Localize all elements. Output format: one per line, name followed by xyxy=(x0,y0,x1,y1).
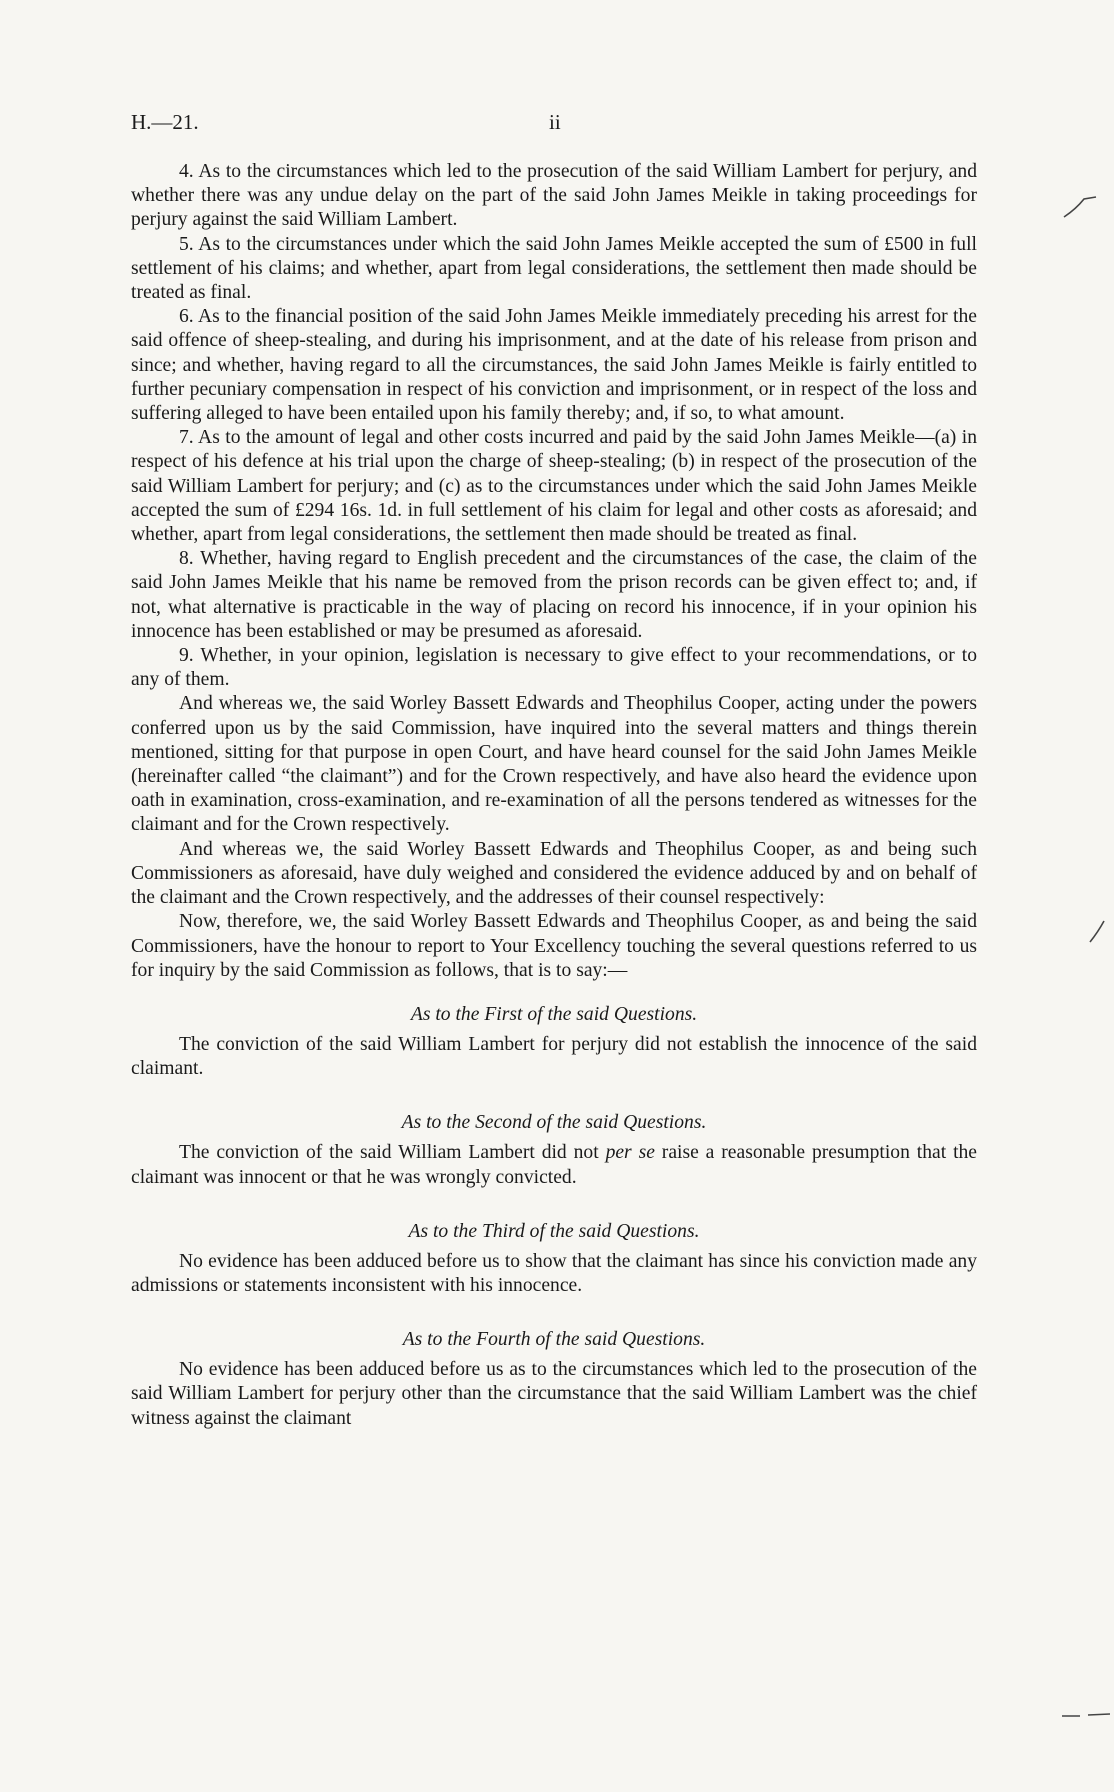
section-text-first: The conviction of the said William Lambert for perjury did not establish the innocence of the said claimant. xyxy=(131,1033,977,1080)
page-header xyxy=(131,110,981,140)
section-heading-third: As to the Third of the said Questions. xyxy=(408,1220,700,1242)
document-body xyxy=(131,160,977,1431)
page-number: ii xyxy=(549,110,561,134)
paragraph-now-therefore: Now, therefore, we, the said Worley Bassett Edwards and Theophilus Cooper, as and being the said Commissioners, have the honour to report to Your Excellency touching the several questions referred to us for inquiry by the said Commission as follows, that is to say:— xyxy=(131,911,977,981)
paragraph-question-6: 6. As to the financial position of the said John James Meikle immediately preceding his arrest for the said offence of sheep-stealing, and during his imprisonment, and at the date of his release from prison and since; and whether, having regard to all the circumstances, the said John James Meikle is fairly entitled to further pecuniary compensation in respect of his conviction and imprisonment, or in respect of the loss and suffering alleged to have been entailed upon his family thereby; and, if so, to what amount. xyxy=(131,306,977,425)
section-heading-second: As to the Second of the said Questions. xyxy=(401,1112,707,1134)
section-text-second-part-2: raise a reasonable presumption that the claimant was innocent or that he was wrongly convicted. xyxy=(131,1142,978,1188)
paragraph-question-5: 5. As to the circumstances under which the said John James Meikle accepted the sum of £500 in full settlement of his claims; and whether, apart from legal considerations, the settlement then made should be treated as final. xyxy=(131,233,977,304)
document-reference: H.—21. xyxy=(131,110,199,134)
margin-mark-middle-icon xyxy=(1088,918,1108,946)
section-text-fourth: No evidence has been adduced before us as to the circumstances which led to the prosecution of the said William Lambert for perjury other than the circumstance that the said William Lambert was the chief witness against the claimant xyxy=(131,1359,977,1429)
margin-mark-top-icon xyxy=(1058,193,1098,223)
section-text-third: No evidence has been adduced before us to show that the claimant has since his conviction made any admissions or statements inconsistent with his innocence. xyxy=(131,1250,977,1296)
margin-mark-bottom-icon xyxy=(1060,1710,1112,1722)
section-heading-fourth: As to the Fourth of the said Questions. xyxy=(402,1329,706,1351)
section-text-second-latin: per se xyxy=(605,1142,655,1164)
paragraph-question-4: 4. As to the circumstances which led to the prosecution of the said William Lambert for perjury, and whether there was any undue delay on the part of the said John James Meikle in taking proceedings for perjury against the said William Lambert. xyxy=(131,161,977,231)
paragraph-whereas-inquiry: And whereas we, the said Worley Bassett Edwards and Theophilus Cooper, acting under the powers conferred upon us by the said Commission, have inquired into the several matters and things therein mentioned, sitting for that purpose in open Court, and have heard counsel for the said John James Meikle (hereinafter called “the claimant”) and for the Crown respectively, and have also heard the evidence upon oath in examination, cross-examination, and re-examination of all the persons tendered as witnesses for the claimant and for the Crown respectively. xyxy=(131,693,977,836)
section-heading-first: As to the First of the said Questions. xyxy=(410,1003,698,1025)
paragraph-whereas-considered: And whereas we, the said Worley Bassett Edwards and Theophilus Cooper, as and being such Commissioners as aforesaid, have duly weighed and considered the evidence adduced by and on behalf of the claimant and the Crown respectively, and the addresses of their counsel respectively: xyxy=(131,838,977,909)
paragraph-question-8: 8. Whether, having regard to English precedent and the circumstances of the case, the claim of the said John James Meikle that his name be removed from the prison records can be given effect to; and, if not, what alternative is practicable in the way of placing on record his innocence, if in your opinion his innocence has been established or may be presumed as aforesaid. xyxy=(131,548,977,642)
paragraph-question-7: 7. As to the amount of legal and other costs incurred and paid by the said John James Meikle—(a) in respect of his defence at his trial upon the charge of sheep-stealing; (b) in respect of the prosecution of the said William Lambert for perjury; and (c) as to the circumstances under which the said John James Meikle accepted the sum of £294 16s. 1d. in full settlement of his claim for legal and other costs as aforesaid; and whether, apart from legal considerations, the settlement then made should be treated as final. xyxy=(131,427,977,546)
section-text-second xyxy=(131,1141,977,1189)
section-text-second-part-1: The conviction of the said William Lambert did not xyxy=(179,1142,606,1164)
paragraph-question-9: 9. Whether, in your opinion, legislation is necessary to give effect to your recommendations, or to any of them. xyxy=(131,645,977,691)
